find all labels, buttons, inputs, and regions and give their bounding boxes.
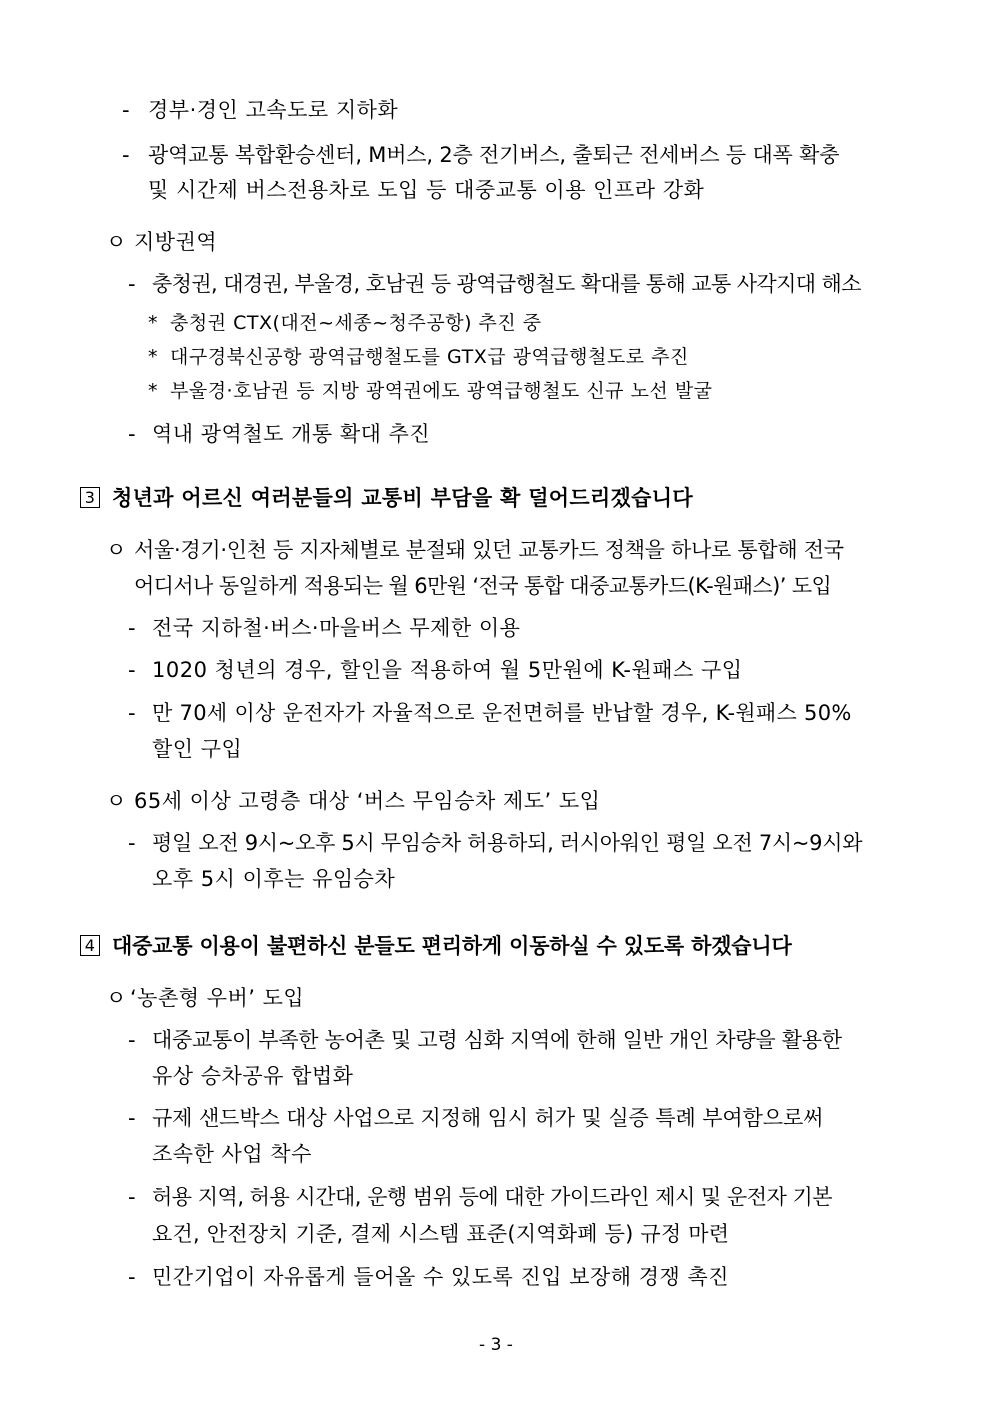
dash-marker: -: [128, 1185, 136, 1209]
section-title: 청년과 어르신 여러분들의 교통비 부담을 확 덜어드리겠습니다: [112, 486, 693, 510]
dash-marker: -: [128, 422, 136, 446]
bullet-text: 충청권, 대경권, 부울경, 호남권 등 광역급행철도 확대를 통해 교통 사각지대 해소: [152, 272, 861, 296]
section-title: 대중교통 이용이 불편하신 분들도 편리하게 이동하실 수 있도록 하겠습니다: [112, 934, 792, 958]
bullet-text: 65세 이상 고령층 대상 ‘버스 무임승차 제도’ 도입: [134, 789, 601, 813]
dash-marker: -: [128, 1265, 136, 1289]
bullet-text: 전국 지하철·버스·마을버스 무제한 이용: [152, 616, 521, 640]
bullet-text-cont: 어디서나 동일하게 적용되는 월 6만원 ‘전국 통합 대중교통카드(K-원패스)’ 도입: [134, 574, 832, 598]
asterisk-marker: *: [148, 380, 158, 402]
asterisk-marker: *: [148, 312, 158, 334]
bullet-text-cont: 오후 5시 이후는 유임승차: [152, 867, 396, 891]
dash-marker: -: [128, 272, 136, 296]
bullet-text-cont: 유상 승차공유 합법화: [152, 1064, 354, 1088]
section-number-box: 3: [80, 487, 100, 508]
dash-marker: -: [122, 98, 130, 122]
circle-marker: ㅇ: [106, 538, 127, 562]
bullet-text-cont: 요건, 안전장치 기준, 결제 시스템 표준(지역화폐 등) 규정 마련: [152, 1222, 730, 1246]
bullet-text-cont: 및 시간제 버스전용차로 도입 등 대중교통 이용 인프라 강화: [148, 178, 705, 202]
circle-marker: ㅇ: [106, 789, 127, 813]
bullet-text: 민간기업이 자유롭게 들어올 수 있도록 진입 보장해 경쟁 촉진: [152, 1265, 730, 1289]
bullet-text: 경부·경인 고속도로 지하화: [148, 98, 399, 122]
bullet-text: 규제 샌드박스 대상 사업으로 지정해 임시 허가 및 실증 특례 부여함으로써: [152, 1106, 824, 1130]
bullet-text: 허용 지역, 허용 시간대, 운행 범위 등에 대한 가이드라인 제시 및 운전자 기본: [152, 1185, 833, 1209]
note-text: 충청권 CTX(대전~세종~청주공항) 추진 중: [170, 312, 542, 334]
dash-marker: -: [128, 701, 136, 725]
dash-marker: -: [128, 616, 136, 640]
dash-marker: -: [128, 1028, 136, 1052]
bullet-text: 지방권역: [134, 230, 218, 254]
page-number: - 3 -: [479, 1335, 513, 1355]
bullet-text: 만 70세 이상 운전자가 자율적으로 운전면허를 반납할 경우, K-원패스 50%: [152, 701, 852, 725]
asterisk-marker: *: [148, 346, 158, 368]
bullet-text: ‘농촌형 우버’ 도입: [130, 986, 305, 1010]
circle-marker: ㅇ: [106, 230, 127, 254]
bullet-text-cont: 조속한 사업 착수: [152, 1142, 312, 1166]
bullet-text: 서울·경기·인천 등 지자체별로 분절돼 있던 교통카드 정책을 하나로 통합해 전국: [134, 538, 844, 562]
bullet-text: 역내 광역철도 개통 확대 추진: [152, 422, 431, 446]
dash-marker: -: [128, 658, 136, 682]
dash-marker: -: [128, 831, 136, 855]
bullet-text: 대중교통이 부족한 농어촌 및 고령 심화 지역에 한해 일반 개인 차량을 활용한: [152, 1028, 842, 1052]
bullet-text: 평일 오전 9시~오후 5시 무임승차 허용하되, 러시아워인 평일 오전 7시~9시와: [152, 831, 863, 855]
circle-marker: ㅇ: [106, 986, 127, 1010]
dash-marker: -: [122, 143, 130, 167]
bullet-text-cont: 할인 구입: [152, 737, 243, 761]
section-number-box: 4: [80, 935, 100, 956]
note-text: 대구경북신공항 광역급행철도를 GTX급 광역급행철도로 추진: [170, 346, 689, 368]
bullet-text: 1020 청년의 경우, 할인을 적용하여 월 5만원에 K-원패스 구입: [152, 658, 743, 682]
note-text: 부울경·호남권 등 지방 광역권에도 광역급행철도 신규 노선 발굴: [170, 380, 713, 402]
dash-marker: -: [128, 1106, 136, 1130]
bullet-text: 광역교통 복합환승센터, M버스, 2층 전기버스, 출퇴근 전세버스 등 대폭 확충: [148, 143, 840, 167]
